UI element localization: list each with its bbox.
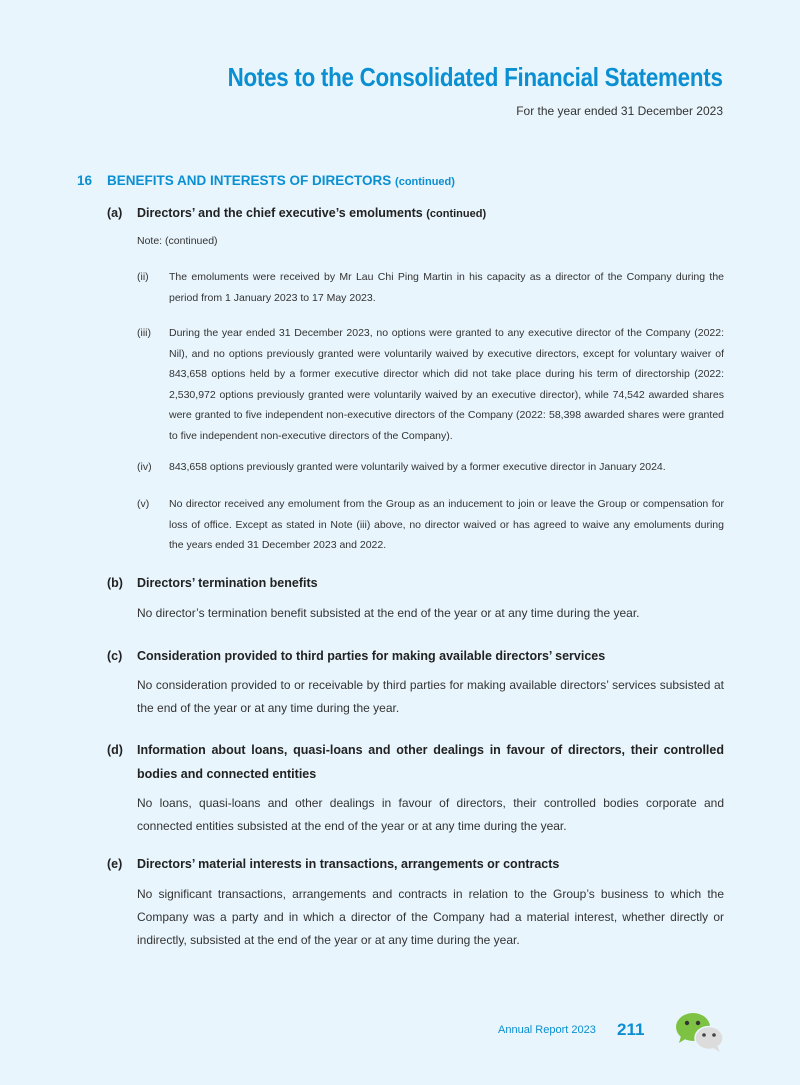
note-text: 843,658 options previously granted were voluntarily waived by a former executive director in January 2024.: [169, 461, 666, 473]
subsection-letter: (a): [107, 206, 123, 220]
subsection-d: [107, 738, 724, 838]
subsection-title: Directors’ and the chief executive’s emoluments: [137, 206, 423, 220]
subsection-c: [107, 645, 724, 720]
page-subtitle: For the year ended 31 December 2023: [516, 104, 723, 118]
subsection-b-heading: [107, 572, 724, 594]
note-roman: (ii): [137, 271, 149, 283]
subsection-c-heading: [107, 645, 724, 667]
subsection-a: [107, 202, 724, 225]
note-text: During the year ended 31 December 2023, no options were granted to any executive director of the Company (2022: Nil), and no options previously granted were voluntarily waived by executive directors, except for voluntary waiver of 843,658 options held by a former executive director which did not take place during his term of directorship (2022: 2,530,972 options previously granted were voluntarily waived by an executive director), while 74,542 awarded shares were granted to five independent non-executive directors of the Company (2022: 58,398 awarded shares were granted to five independent non-executive directors of the Company).: [169, 327, 724, 442]
note-roman: (iv): [137, 461, 152, 473]
note-item-v: [137, 494, 724, 556]
subsection-title: Consideration provided to third parties for making available directors’ services: [137, 649, 606, 663]
subsection-letter: (c): [107, 649, 123, 663]
note-text: No director received any emolument from the Group as an inducement to join or leave the Group or compensation for loss of office. Except as stated in Note (iii) above, no director waived or has agreed to waive any emoluments during the years ended 31 December 2023 and 2022.: [169, 498, 724, 551]
section-heading: [77, 173, 455, 188]
subsection-body: No significant transactions, arrangements and contracts in relation to the Group’s business to which the Company was a party and in which a director of the Company had a material interest, whether directly or indirectly, subsisted at the end of the year or at any time during the year.: [137, 887, 724, 947]
subsection-body: No consideration provided to or receivable by third parties for making available directors’ services subsisted at the end of the year or at any time during the year.: [137, 678, 724, 715]
subsection-title: Directors’ termination benefits: [137, 576, 318, 590]
subsection-letter: (e): [107, 857, 123, 871]
subsection-a-heading: [107, 202, 724, 225]
subsection-e-heading: [107, 853, 724, 875]
note-roman: (v): [137, 498, 150, 510]
subsection-title: Information about loans, quasi-loans and other dealings in favour of directors, their controlled bodies and connected entities: [137, 743, 724, 781]
subsection-title: Directors’ material interests in transactions, arrangements or contracts: [137, 857, 560, 871]
subsection-letter: (b): [107, 576, 123, 590]
page-number: 211: [617, 1020, 645, 1039]
section-title: BENEFITS AND INTERESTS OF DIRECTORS: [107, 173, 392, 188]
subsection-letter: (d): [107, 743, 123, 757]
subsection-b: [107, 572, 724, 625]
wechat-logo-icon: [673, 1010, 727, 1054]
note-item-ii: [137, 267, 724, 308]
note-label: Note: (continued): [137, 235, 218, 247]
page-title: Notes to the Consolidated Financial Statements: [227, 62, 723, 92]
footer-report-label: Annual Report 2023: [498, 1024, 596, 1036]
subsection-continued: (continued): [426, 208, 487, 220]
subsection-body: No director’s termination benefit subsisted at the end of the year or at any time during the year.: [137, 606, 640, 620]
note-text: The emoluments were received by Mr Lau Chi Ping Martin in his capacity as a director of the Company during the period from 1 January 2023 to 17 May 2023.: [169, 271, 724, 304]
section-number: 16: [77, 173, 93, 188]
note-item-iv: [137, 457, 724, 478]
note-roman: (iii): [137, 327, 151, 339]
note-item-iii: [137, 323, 724, 446]
subsection-d-heading: [107, 738, 724, 786]
section-continued: (continued): [395, 176, 455, 188]
subsection-body: No loans, quasi-loans and other dealings in favour of directors, their controlled bodies corporate and connected entities subsisted at the end of the year or at any time during the year.: [137, 796, 724, 833]
subsection-e: [107, 853, 724, 952]
